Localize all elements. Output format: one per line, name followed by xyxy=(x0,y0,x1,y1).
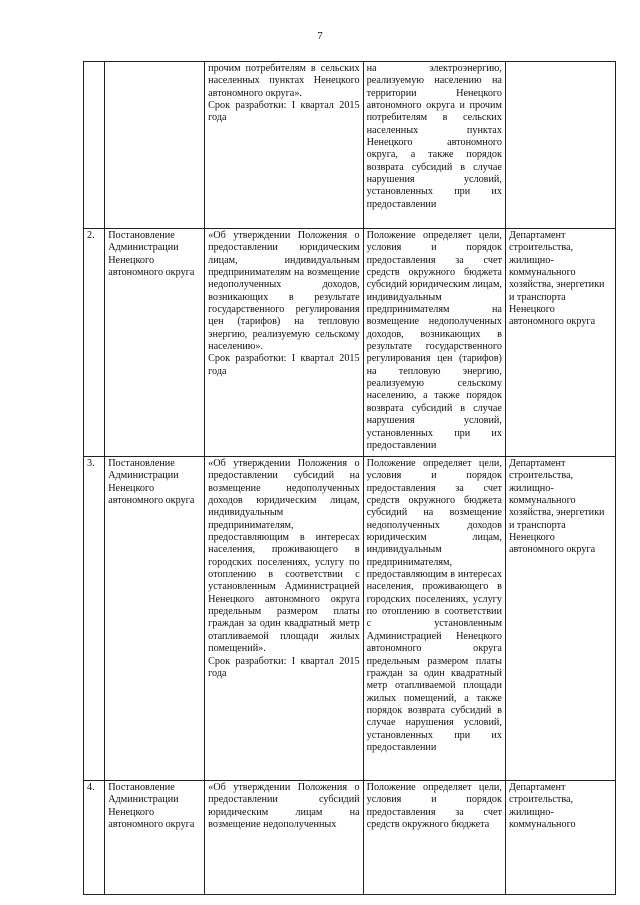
document-content: Положение определяет цели, условия и порядок предоставления за счет средств окружного бюджета субсидий юридическим лицам, индивидуальным предпринимателям на возмещение недополученных доходов, возникающих в результате государственного регулирования цен (тарифов) на тепловую энергию, реализуемую сельскому населению, а также порядок возврата субсидий в случае нарушения условий, установленных при их предоставлении xyxy=(363,229,505,457)
document-type xyxy=(105,62,205,229)
deadline: Срок разработки: I квартал 2015 года xyxy=(208,100,360,124)
responsible-body xyxy=(505,62,615,229)
table-row xyxy=(84,62,616,229)
row-number xyxy=(84,62,105,229)
document-content: на электроэнергию, реализуемую населению на территории Ненецкого автономного округа и прочим потребителям в сельских населенных пунктах Ненецкого автономного округа, а также порядок возврата субсидий в случае нарушения условий, установленных при их предоставлении xyxy=(363,62,505,229)
responsible-body: Департамент строительства, жилищно-коммунального хозяйства, энергетики и транспорта Ненецкого автономного округа xyxy=(505,457,615,781)
document-type: Постановление Администрации Ненецкого автономного округа xyxy=(105,229,205,457)
deadline: Срок разработки: I квартал 2015 года xyxy=(208,353,360,377)
table-row xyxy=(84,781,616,895)
document-name-cell xyxy=(205,457,363,781)
row-number: 3. xyxy=(84,457,105,781)
document-content: Положение определяет цели, условия и порядок предоставления за счет средств окружного бюджета xyxy=(363,781,505,895)
deadline: Срок разработки: I квартал 2015 года xyxy=(208,655,360,679)
page-number: 7 xyxy=(317,30,323,42)
table-row xyxy=(84,229,616,457)
responsible-body: Департамент строительства, жилищно-коммунального xyxy=(505,781,615,895)
document-name: прочим потребителям в сельских населенных пунктах Ненецкого автономного округа». xyxy=(208,63,360,99)
row-number: 4. xyxy=(84,781,105,895)
responsible-body: Департамент строительства, жилищно-коммунального хозяйства, энергетики и транспорта Ненецкого автономного округа xyxy=(505,229,615,457)
document-name-cell xyxy=(205,781,363,895)
document-table xyxy=(83,61,616,895)
document-name: «Об утверждении Положения о предоставлении юридическим лицам, индивидуальным предпринимателям на возмещение недополученных доходов, возникающих в результате государственного регулирования цен (тарифов) на тепловую энергию, реализуемую сельскому населению». xyxy=(208,230,360,353)
document-content: Положение определяет цели, условия и порядок предоставления за счет средств окружного бюджета субсидий на возмещение недополученных доходов юридическим лицам, индивидуальным предпринимателям, предоставляющим в интересах населения, проживающего в городских поселениях, услугу по отоплению в соответствии с установленным Администрацией Ненецкого автономного округа предельным размером платы граждан за один квадратный метр отапливаемой площади жилых помещений, а также порядок возврата субсидий в случае нарушения условий, установленных при их предоставлении xyxy=(363,457,505,781)
table-row xyxy=(84,457,616,781)
document-name: «Об утверждении Положения о предоставлении субсидий юридическим лицам на возмещение недополученных xyxy=(208,782,360,831)
document-type: Постановление Администрации Ненецкого автономного округа xyxy=(105,457,205,781)
document-name-cell xyxy=(205,229,363,457)
document-name-cell xyxy=(205,62,363,229)
document-type: Постановление Администрации Ненецкого автономного округа xyxy=(105,781,205,895)
row-number: 2. xyxy=(84,229,105,457)
document-name: «Об утверждении Положения о предоставлении субсидий на возмещение недополученных доходов юридическим лицам, индивидуальным предпринимателям, предоставляющим в интересах населения, проживающего в городских поселениях, услугу по отоплению в соответствии с установленным Администрацией Ненецкого автономного округа предельным размером платы граждан за один квадратный метр отапливаемой площади жилых помещений». xyxy=(208,458,360,655)
